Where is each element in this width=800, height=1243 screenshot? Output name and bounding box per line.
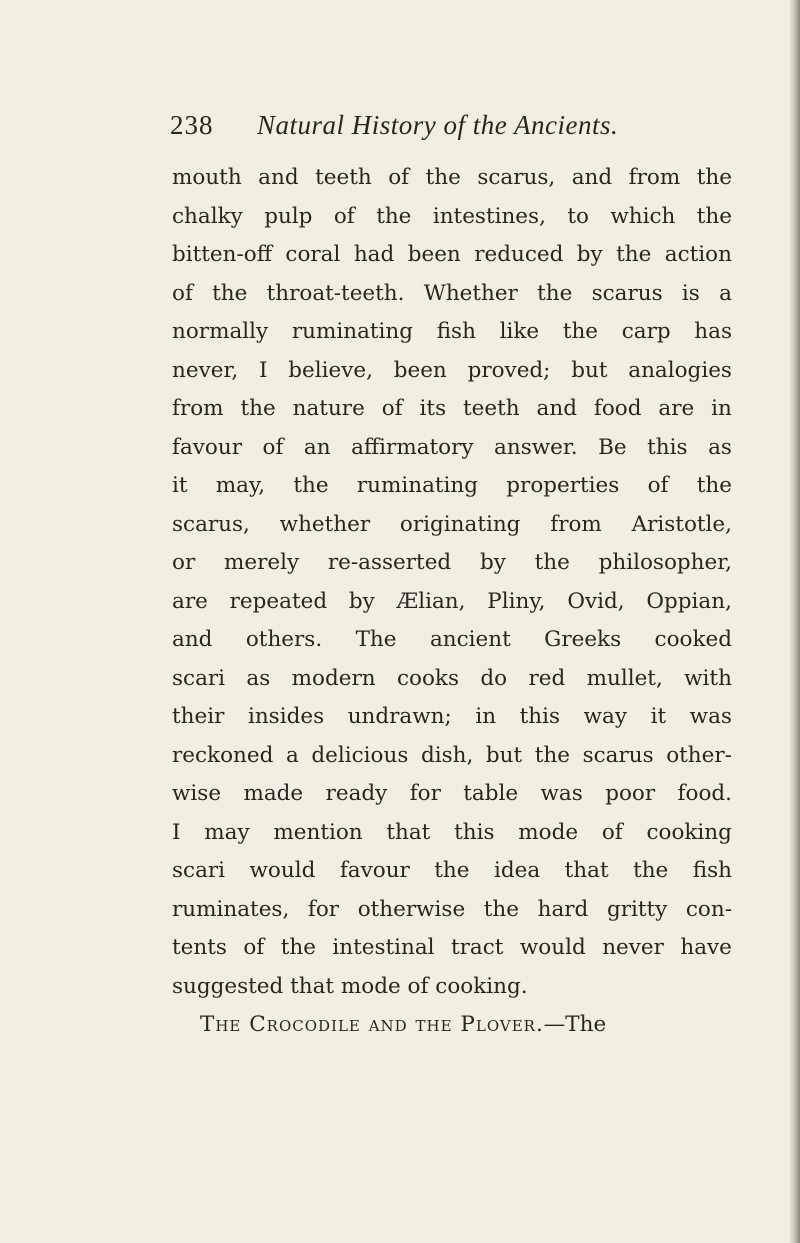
- word: or: [172, 550, 196, 575]
- word: was: [689, 704, 732, 729]
- word: scari: [172, 665, 226, 691]
- word: favour: [339, 858, 410, 883]
- word: it: [172, 473, 188, 498]
- word: been: [393, 357, 447, 383]
- word: wise: [172, 781, 222, 806]
- word: been: [407, 242, 461, 267]
- word: throat-teeth.: [266, 280, 405, 306]
- word: philosopher,: [598, 550, 732, 575]
- word: but: [571, 357, 608, 383]
- word: reckoned: [172, 742, 274, 768]
- text-line: [172, 275, 732, 314]
- word: analogies: [628, 357, 732, 383]
- page-edge: [790, 0, 800, 1243]
- word: scarus: [582, 742, 654, 768]
- word: mode: [518, 819, 579, 845]
- word: suggested that mode of cooking.: [172, 973, 528, 999]
- word: for: [307, 896, 340, 922]
- word: Ovid,: [567, 588, 625, 614]
- text-line: [172, 429, 732, 468]
- word: never,: [172, 357, 239, 383]
- word: modern: [291, 665, 376, 691]
- word: a: [285, 742, 299, 768]
- section-heading: The Crocodile and the Plover.: [200, 1012, 544, 1037]
- text-line: [172, 968, 732, 1007]
- word: whether: [279, 511, 371, 537]
- word: this: [519, 704, 561, 729]
- word: in: [711, 396, 732, 421]
- word: the: [425, 165, 461, 190]
- word: and: [172, 627, 213, 652]
- word: had: [353, 242, 395, 267]
- word: are: [658, 396, 695, 421]
- word: the: [293, 473, 329, 498]
- word: made: [243, 781, 304, 806]
- word: teeth: [315, 165, 372, 190]
- word: from: [628, 165, 681, 190]
- word: delicious: [311, 742, 409, 768]
- body-text: [172, 159, 732, 1045]
- word: the: [633, 858, 669, 883]
- word: the: [534, 550, 570, 575]
- word: the: [434, 858, 470, 883]
- word: bitten-off: [172, 242, 272, 267]
- word: a: [719, 280, 732, 306]
- word: mouth: [172, 165, 242, 190]
- word: do: [480, 665, 508, 691]
- paragraph: [172, 159, 732, 1006]
- word: scari: [172, 858, 226, 883]
- text-line: [172, 698, 732, 737]
- word: the: [696, 203, 732, 229]
- running-title: Natural History of the Ancients.: [257, 110, 619, 140]
- word: way: [583, 704, 627, 729]
- word: it: [650, 704, 667, 729]
- running-head: [170, 110, 730, 150]
- word: chalky: [172, 203, 243, 229]
- text-line: [172, 737, 732, 776]
- word: for: [409, 781, 441, 806]
- word: this: [454, 819, 495, 845]
- word: undrawn;: [347, 704, 452, 729]
- text-line: [172, 390, 732, 429]
- word: idea: [493, 858, 541, 883]
- word: insides: [247, 704, 325, 729]
- text-line: [172, 236, 732, 275]
- word: Whether: [423, 280, 518, 306]
- word: others.: [245, 627, 323, 652]
- text-line: [172, 506, 732, 545]
- text-line: [172, 814, 732, 853]
- word: may,: [215, 473, 266, 498]
- word: an: [303, 434, 331, 460]
- word: of: [262, 434, 284, 460]
- word: Oppian,: [646, 588, 732, 614]
- word: cooked: [654, 627, 732, 652]
- word: of: [601, 819, 623, 845]
- word: hard: [537, 896, 589, 922]
- word: the: [240, 396, 276, 421]
- word: would: [519, 935, 586, 960]
- word: tract: [451, 935, 504, 960]
- word: ancient: [429, 627, 511, 652]
- word: cooking: [646, 819, 732, 845]
- word: Greeks: [544, 627, 622, 652]
- word: the: [537, 280, 573, 306]
- word: intestines,: [432, 203, 546, 229]
- word: mullet,: [586, 665, 663, 691]
- word: merely: [224, 550, 300, 575]
- word: of: [243, 935, 265, 960]
- word: other-: [666, 742, 732, 768]
- word: The: [355, 627, 397, 652]
- word: cooks: [396, 665, 459, 691]
- word: action: [664, 242, 732, 267]
- text-line: [172, 352, 732, 391]
- word: affirmatory: [351, 434, 474, 460]
- word: red: [528, 665, 566, 691]
- word: re-asserted: [327, 550, 452, 575]
- word: the: [696, 165, 732, 190]
- word: to: [567, 203, 589, 229]
- text-line: [172, 621, 732, 660]
- word: never: [602, 935, 664, 960]
- text-line: [172, 891, 732, 930]
- word: the: [376, 203, 412, 229]
- word: carp: [621, 319, 671, 344]
- word: gritty: [606, 896, 668, 922]
- word: as: [246, 665, 271, 691]
- word: dish,: [420, 742, 474, 768]
- word: and: [536, 396, 577, 421]
- word: the: [280, 935, 316, 960]
- word: Aristotle,: [631, 511, 732, 537]
- word: the: [696, 473, 732, 498]
- word: mention: [273, 819, 363, 845]
- text-line: [172, 852, 732, 891]
- word: normally: [172, 319, 269, 344]
- word: from: [550, 511, 602, 537]
- word: that: [564, 858, 609, 883]
- word: repeated: [229, 588, 328, 614]
- word: scarus: [591, 280, 663, 306]
- word: answer.: [494, 434, 578, 460]
- word: originating: [399, 511, 521, 537]
- word: teeth: [463, 396, 520, 421]
- word: food: [593, 396, 642, 421]
- word: which: [610, 203, 676, 229]
- word: scarus,: [477, 165, 556, 190]
- word: is: [681, 280, 700, 306]
- word: I: [258, 357, 268, 383]
- text-line: [172, 159, 732, 198]
- word: by: [348, 588, 375, 614]
- word: this: [647, 434, 688, 460]
- text-line: [172, 929, 732, 968]
- word: but: [485, 742, 523, 768]
- word: of: [333, 203, 355, 229]
- word: ready: [325, 781, 388, 806]
- word: its: [419, 396, 447, 421]
- word: fish: [436, 319, 476, 344]
- word: food.: [677, 781, 732, 806]
- text-line: [172, 660, 732, 699]
- word: are: [172, 588, 208, 614]
- word: nature: [292, 396, 365, 421]
- word: like: [499, 319, 540, 344]
- word: Ælian,: [396, 588, 466, 614]
- word: ruminates,: [172, 896, 290, 922]
- word: table: [463, 781, 519, 806]
- text-line: [172, 198, 732, 237]
- word: I: [172, 819, 181, 845]
- word: may: [204, 819, 250, 845]
- word: the: [483, 896, 519, 922]
- word: as: [708, 434, 732, 460]
- word: of: [388, 165, 410, 190]
- word: ruminating: [356, 473, 479, 498]
- word: that: [386, 819, 431, 845]
- page-number: 238: [170, 110, 214, 140]
- word: coral: [285, 242, 341, 267]
- word: poor: [605, 781, 656, 806]
- text-line: [172, 583, 732, 622]
- word: would: [249, 858, 316, 883]
- word: by: [479, 550, 506, 575]
- word: and: [571, 165, 613, 190]
- word: scarus,: [172, 511, 250, 537]
- word: of: [381, 396, 403, 421]
- section-start-line: [172, 1006, 732, 1045]
- word: have: [680, 935, 732, 960]
- word: Be: [598, 434, 627, 460]
- word: the: [212, 280, 248, 306]
- word: in: [475, 704, 497, 729]
- word: properties: [506, 473, 620, 498]
- word: the: [562, 319, 599, 344]
- word: intestinal: [332, 935, 435, 960]
- text-line: [172, 544, 732, 583]
- word: proved;: [467, 357, 551, 383]
- word: con-: [685, 896, 732, 922]
- word: the: [534, 742, 570, 768]
- word: and: [258, 165, 299, 190]
- word: favour: [172, 434, 242, 460]
- word: their: [172, 704, 225, 729]
- word: was: [540, 781, 583, 806]
- word: from: [172, 396, 224, 421]
- text-line: [172, 775, 732, 814]
- word: of: [172, 280, 193, 306]
- word: believe,: [288, 357, 373, 383]
- word: tents: [172, 935, 227, 960]
- word: ruminating: [291, 319, 414, 344]
- word: by: [576, 242, 603, 267]
- section-text-start: —The: [543, 1012, 607, 1037]
- word: reduced: [474, 242, 564, 267]
- text-line: [172, 467, 732, 506]
- word: the: [616, 242, 652, 267]
- word: with: [684, 665, 732, 691]
- word: of: [647, 473, 669, 498]
- word: fish: [692, 858, 732, 883]
- word: has: [694, 319, 732, 344]
- word: otherwise: [357, 896, 466, 922]
- text-line: [172, 313, 732, 352]
- word: pulp: [264, 203, 313, 229]
- word: Pliny,: [487, 588, 546, 614]
